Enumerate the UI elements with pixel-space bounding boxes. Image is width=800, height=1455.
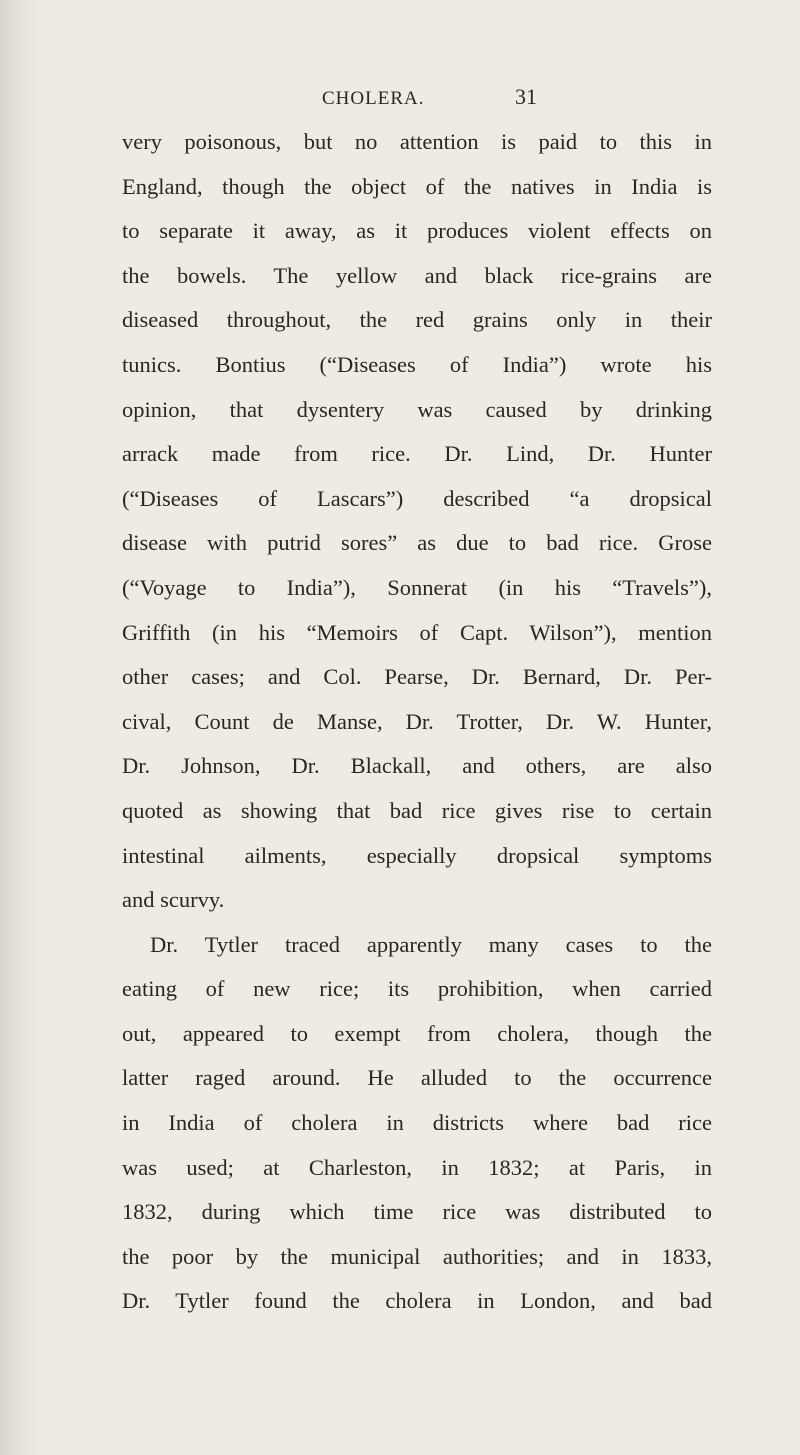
text-line: the bowels. The yellow and black rice-grains are bbox=[122, 262, 712, 288]
text-line: cival, Count de Manse, Dr. Trotter, Dr. W. Hunter, bbox=[122, 708, 712, 734]
text-line: eating of new rice; its prohibition, when carried bbox=[122, 976, 712, 1002]
text-line: arrack made from rice. Dr. Lind, Dr. Hunter bbox=[122, 441, 712, 467]
text-line: very poisonous, but no attention is paid to this in bbox=[122, 129, 712, 154]
text-line: disease with putrid sores” as due to bad rice. Grose bbox=[122, 530, 712, 556]
text-line: (“Diseases of Lascars”) described “a dropsical bbox=[122, 485, 712, 511]
text-line: other cases; and Col. Pearse, Dr. Bernard, Dr. Per- bbox=[122, 664, 712, 690]
text-line: the poor by the municipal authorities; and in 1833, bbox=[122, 1243, 712, 1269]
text-line: in India of cholera in districts where bad rice bbox=[122, 1110, 712, 1136]
text-line: was used; at Charleston, in 1832; at Paris, in bbox=[122, 1154, 712, 1180]
text-line: opinion, that dysentery was caused by drinking bbox=[122, 396, 712, 422]
running-head-title: CHOLERA. bbox=[322, 88, 425, 109]
page-gutter-shadow bbox=[0, 0, 40, 1455]
body-text bbox=[122, 120, 712, 1324]
text-line: Griffith (in his “Memoirs of Capt. Wilson”), mention bbox=[122, 619, 712, 645]
text-line: tunics. Bontius (“Diseases of India”) wrote his bbox=[122, 351, 712, 377]
text-line: diseased throughout, the red grains only in their bbox=[122, 307, 712, 333]
text-line: 1832, during which time rice was distributed to bbox=[122, 1199, 712, 1225]
text-line: to separate it away, as it produces violent effects on bbox=[122, 218, 712, 244]
text-line: Dr. Johnson, Dr. Blackall, and others, are also bbox=[122, 753, 712, 779]
text-line: (“Voyage to India”), Sonnerat (in his “Travels”), bbox=[122, 574, 712, 600]
text-line: latter raged around. He alluded to the occurrence bbox=[122, 1065, 712, 1091]
text-line: intestinal ailments, especially dropsical symptoms bbox=[122, 842, 712, 868]
running-head bbox=[0, 84, 800, 118]
text-line: quoted as showing that bad rice gives rise to certain bbox=[122, 797, 712, 823]
text-line: Dr. Tytler found the cholera in London, and bad bbox=[122, 1288, 712, 1314]
text-line-paragraph-start: Dr. Tytler traced apparently many cases to the bbox=[150, 931, 712, 957]
text-line-paragraph-end: and scurvy. bbox=[122, 887, 225, 913]
text-line: England, though the object of the natives in India is bbox=[122, 173, 712, 199]
page-number: 31 bbox=[515, 84, 537, 109]
text-line: out, appeared to exempt from cholera, though the bbox=[122, 1020, 712, 1046]
